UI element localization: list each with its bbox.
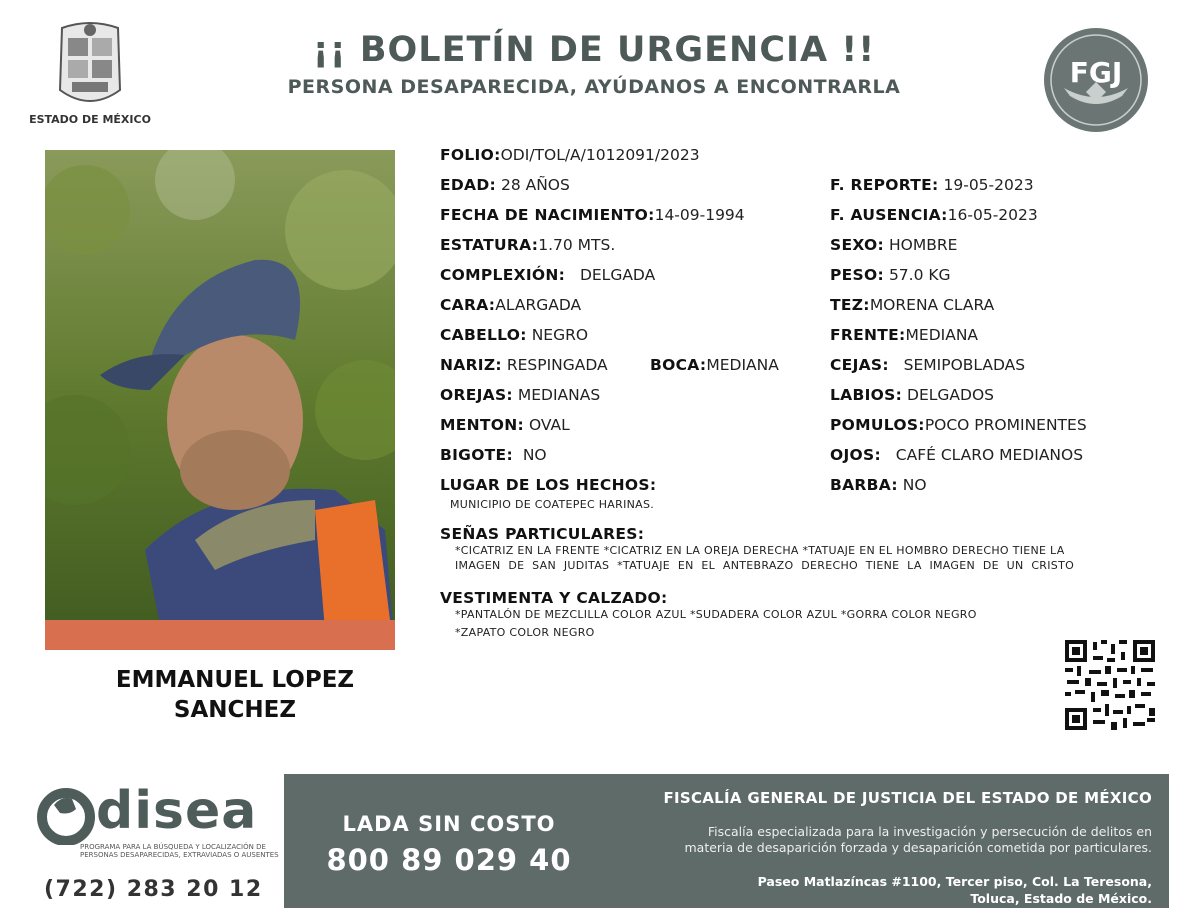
address-line2: Toluca, Estado de México. bbox=[970, 891, 1152, 906]
odisea-phone: (722) 283 20 12 bbox=[44, 877, 263, 902]
field-estatura-value: 1.70 MTS. bbox=[538, 236, 616, 254]
fiscalia-description bbox=[600, 824, 1152, 856]
field-nariz-value: RESPINGADA bbox=[506, 356, 608, 374]
field-fecha-nacimiento-label: FECHA DE NACIMIENTO: bbox=[440, 206, 655, 224]
field-ojos-value: CAFÉ CLARO MEDIANOS bbox=[895, 446, 1084, 464]
field-f-ausencia-label: F. AUSENCIA: bbox=[830, 206, 948, 224]
field-edad-value: 28 AÑOS bbox=[500, 176, 570, 194]
field-f-reporte-value: 19-05-2023 bbox=[943, 176, 1034, 194]
field-complexion-value: DELGADA bbox=[579, 266, 656, 284]
field-ojos bbox=[830, 445, 1083, 465]
field-cabello-label: CABELLO: bbox=[440, 326, 527, 344]
missing-person-photo bbox=[45, 150, 395, 650]
field-tez-label: TEZ: bbox=[830, 296, 870, 314]
field-edad bbox=[440, 175, 570, 195]
field-pomulos-value: POCO PROMINENTES bbox=[924, 416, 1087, 434]
vestimenta-line2: *ZAPATO COLOR NEGRO bbox=[455, 626, 595, 639]
field-bigote-label: BIGOTE: bbox=[440, 446, 513, 464]
field-folio-label: FOLIO: bbox=[440, 146, 501, 164]
field-boca bbox=[650, 355, 779, 375]
odisea-logo bbox=[36, 781, 276, 845]
field-orejas-label: OREJAS: bbox=[440, 386, 513, 404]
person-name-line1: EMMANUEL LOPEZ bbox=[115, 667, 355, 693]
field-complexion-label: COMPLEXIÓN: bbox=[440, 266, 566, 284]
field-lugar bbox=[440, 475, 656, 495]
field-lugar-label: LUGAR DE LOS HECHOS: bbox=[440, 476, 657, 494]
field-sexo bbox=[830, 235, 957, 255]
field-barba bbox=[830, 475, 927, 495]
field-cabello bbox=[440, 325, 588, 345]
field-estatura bbox=[440, 235, 615, 255]
field-cabello-value: NEGRO bbox=[531, 326, 589, 344]
fiscalia-desc-line1: Fiscalía especializada para la investigación y persecución de delitos en bbox=[707, 824, 1152, 839]
address-line1: Paseo Matlazíncas #1100, Tercer piso, Col. La Teresona, bbox=[757, 874, 1152, 889]
bulletin-subtitle: PERSONA DESAPARECIDA, AYÚDANOS A ENCONTRARLA bbox=[287, 76, 901, 98]
field-peso-label: PESO: bbox=[830, 266, 884, 284]
field-nariz bbox=[440, 355, 608, 375]
field-f-reporte-label: F. REPORTE: bbox=[830, 176, 939, 194]
bulletin-title: ¡¡ BOLETÍN DE URGENCIA !! bbox=[312, 30, 876, 70]
fgj-logo-text: FGJ bbox=[1069, 56, 1123, 89]
field-menton bbox=[440, 415, 570, 435]
field-peso bbox=[830, 265, 951, 285]
vestimenta-line1: *PANTALÓN DE MEZCLILLA COLOR AZUL *SUDADERA COLOR AZUL *GORRA COLOR NEGRO bbox=[455, 608, 977, 621]
field-cara bbox=[440, 295, 581, 315]
field-menton-value: OVAL bbox=[528, 416, 570, 434]
field-boca-label: BOCA: bbox=[650, 356, 707, 374]
odisea-logo-text: disea bbox=[96, 781, 258, 841]
field-cejas bbox=[830, 355, 1025, 375]
field-nariz-label: NARIZ: bbox=[440, 356, 502, 374]
lada-phone-number[interactable]: 800 89 029 40 bbox=[326, 843, 572, 877]
field-barba-value: NO bbox=[902, 476, 927, 494]
field-boca-value: MEDIANA bbox=[706, 356, 779, 374]
field-cejas-value: SEMIPOBLADAS bbox=[903, 356, 1026, 374]
field-labios bbox=[830, 385, 994, 405]
field-orejas bbox=[440, 385, 600, 405]
field-sexo-value: HOMBRE bbox=[888, 236, 958, 254]
field-labios-label: LABIOS: bbox=[830, 386, 903, 404]
field-complexion bbox=[440, 265, 655, 285]
fgj-logo bbox=[1042, 26, 1150, 134]
odisea-program: PROGRAMA PARA LA BÚSQUEDA Y LOCALIZACIÓN DE PERSONAS DESAPARECIDAS, EXTRAVIADAS O AUSENTES bbox=[80, 843, 279, 859]
qr-code[interactable] bbox=[1063, 638, 1157, 732]
person-name-line2: SANCHEZ bbox=[173, 697, 297, 723]
vestimenta-heading: VESTIMENTA Y CALZADO: bbox=[440, 589, 668, 607]
field-ojos-label: OJOS: bbox=[830, 446, 881, 464]
field-f-reporte bbox=[830, 175, 1034, 195]
field-fecha-nacimiento bbox=[440, 205, 745, 225]
field-labios-value: DELGADOS bbox=[907, 386, 994, 404]
field-frente-label: FRENTE: bbox=[830, 326, 906, 344]
field-lugar-value: MUNICIPIO DE COATEPEC HARINAS. bbox=[450, 498, 655, 511]
field-bigote bbox=[440, 445, 547, 465]
field-tez-value: MORENA CLARA bbox=[869, 296, 995, 314]
field-f-ausencia-value: 16-05-2023 bbox=[947, 206, 1038, 224]
fiscalia-desc-line2: materia de desaparición forzada y desaparición cometida por particulares. bbox=[684, 840, 1152, 855]
field-frente bbox=[830, 325, 978, 345]
field-barba-label: BARBA: bbox=[830, 476, 898, 494]
field-cejas-label: CEJAS: bbox=[830, 356, 889, 374]
field-orejas-value: MEDIANAS bbox=[517, 386, 601, 404]
estado-de-mexico-caption: ESTADO DE MÉXICO bbox=[29, 113, 151, 126]
field-pomulos bbox=[830, 415, 1087, 435]
field-fecha-nacimiento-value: 14-09-1994 bbox=[654, 206, 745, 224]
field-estatura-label: ESTATURA: bbox=[440, 236, 539, 254]
senas-line1: *CICATRIZ EN LA FRENTE *CICATRIZ EN LA OREJA DERECHA *TATUAJE EN EL HOMBRO DERECHO TIENE LA bbox=[455, 544, 1065, 557]
field-bigote-value: NO bbox=[522, 446, 547, 464]
senas-heading: SEÑAS PARTICULARES: bbox=[440, 525, 645, 543]
field-tez bbox=[830, 295, 994, 315]
field-pomulos-label: POMULOS: bbox=[830, 416, 925, 434]
field-sexo-label: SEXO: bbox=[830, 236, 885, 254]
odisea-map-icon bbox=[36, 785, 96, 845]
field-frente-value: MEDIANA bbox=[905, 326, 979, 344]
person-name bbox=[70, 665, 400, 725]
lada-sin-costo-label: LADA SIN COSTO bbox=[342, 812, 556, 836]
field-f-ausencia bbox=[830, 205, 1038, 225]
field-cara-label: CARA: bbox=[440, 296, 496, 314]
field-folio-value: ODI/TOL/A/1012091/2023 bbox=[500, 146, 700, 164]
senas-line2: IMAGEN DE SAN JUDITAS *TATUAJE EN EL ANTEBRAZO DERECHO TIENE LA IMAGEN DE UN CRISTO bbox=[455, 559, 1075, 572]
field-folio bbox=[440, 145, 700, 165]
field-peso-value: 57.0 KG bbox=[888, 266, 951, 284]
fiscalia-address bbox=[600, 873, 1152, 907]
field-menton-label: MENTON: bbox=[440, 416, 525, 434]
field-edad-label: EDAD: bbox=[440, 176, 497, 194]
field-cara-value: ALARGADA bbox=[495, 296, 582, 314]
fiscalia-title: FISCALÍA GENERAL DE JUSTICIA DEL ESTADO DE MÉXICO bbox=[663, 789, 1152, 807]
